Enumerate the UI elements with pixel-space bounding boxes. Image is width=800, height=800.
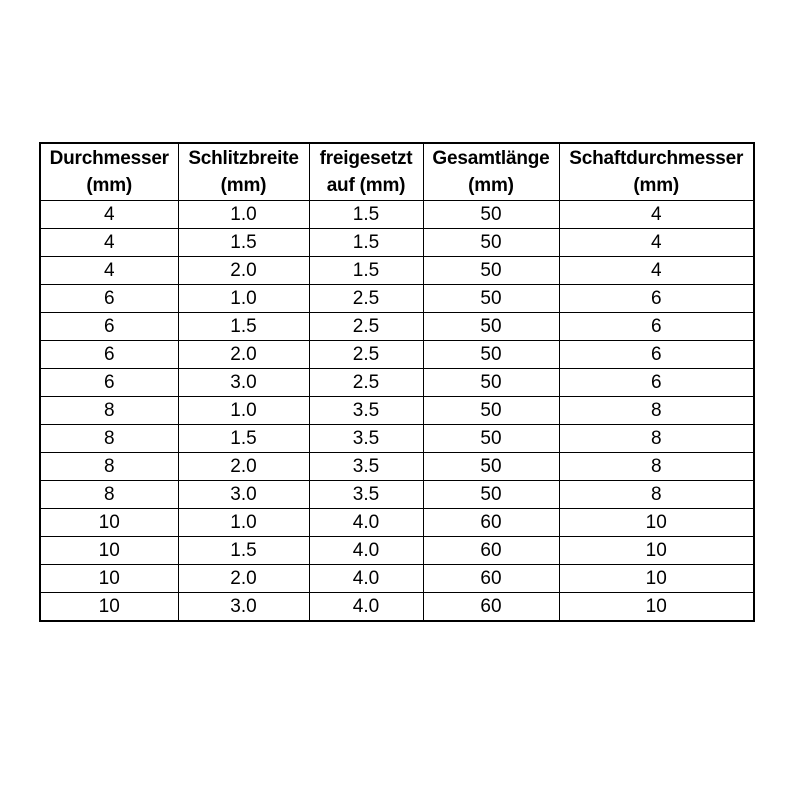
header-durchmesser (40, 143, 178, 201)
cell-schaftdurchmesser: 6 (559, 369, 754, 397)
column-header-line: (mm) (220, 175, 267, 196)
cell-schaftdurchmesser: 8 (559, 481, 754, 509)
table-row (40, 397, 754, 425)
cell-freigesetzt: 3.5 (309, 397, 423, 425)
cell-gesamtlaenge: 60 (423, 537, 559, 565)
table-row (40, 509, 754, 537)
cell-schaftdurchmesser: 6 (559, 313, 754, 341)
column-header-line: Gesamtlänge (432, 148, 550, 169)
cell-durchmesser: 4 (40, 229, 178, 257)
header-schaftdurchmesser (559, 143, 754, 201)
cell-gesamtlaenge: 50 (423, 285, 559, 313)
cell-freigesetzt: 3.5 (309, 481, 423, 509)
cell-schlitzbreite: 1.5 (178, 425, 309, 453)
cell-freigesetzt: 3.5 (309, 453, 423, 481)
cell-gesamtlaenge: 50 (423, 229, 559, 257)
cell-freigesetzt: 1.5 (309, 201, 423, 229)
table-header (40, 143, 754, 201)
cell-freigesetzt: 2.5 (309, 369, 423, 397)
cell-schlitzbreite: 1.5 (178, 313, 309, 341)
cell-durchmesser: 6 (40, 313, 178, 341)
cell-durchmesser: 8 (40, 481, 178, 509)
table-row (40, 257, 754, 285)
header-freigesetzt (309, 143, 423, 201)
cell-freigesetzt: 1.5 (309, 229, 423, 257)
table-row (40, 537, 754, 565)
column-header-line: Durchmesser (49, 148, 169, 169)
cell-durchmesser: 10 (40, 509, 178, 537)
cell-gesamtlaenge: 50 (423, 257, 559, 285)
header-gesamtlaenge (423, 143, 559, 201)
table-row (40, 285, 754, 313)
table-row (40, 201, 754, 229)
column-header-line: Schlitzbreite (188, 148, 299, 169)
column-header-line: (mm) (633, 175, 680, 196)
spec-table-container (39, 142, 753, 622)
cell-schaftdurchmesser: 10 (559, 509, 754, 537)
cell-schlitzbreite: 2.0 (178, 453, 309, 481)
cell-freigesetzt: 1.5 (309, 257, 423, 285)
cell-gesamtlaenge: 60 (423, 593, 559, 622)
table-row (40, 481, 754, 509)
cell-schlitzbreite: 1.0 (178, 509, 309, 537)
cell-schlitzbreite: 2.0 (178, 257, 309, 285)
cell-schaftdurchmesser: 6 (559, 341, 754, 369)
cell-schaftdurchmesser: 10 (559, 565, 754, 593)
cell-freigesetzt: 3.5 (309, 425, 423, 453)
cell-schlitzbreite: 1.0 (178, 397, 309, 425)
cell-gesamtlaenge: 60 (423, 509, 559, 537)
column-header-line: Schaftdurchmesser (569, 148, 744, 169)
cell-gesamtlaenge: 50 (423, 369, 559, 397)
cell-gesamtlaenge: 50 (423, 453, 559, 481)
cell-durchmesser: 8 (40, 397, 178, 425)
cell-gesamtlaenge: 50 (423, 397, 559, 425)
header-schlitzbreite (178, 143, 309, 201)
cell-gesamtlaenge: 50 (423, 425, 559, 453)
cell-durchmesser: 6 (40, 285, 178, 313)
cell-gesamtlaenge: 50 (423, 341, 559, 369)
cell-schaftdurchmesser: 10 (559, 537, 754, 565)
cell-schaftdurchmesser: 4 (559, 229, 754, 257)
header-row (40, 143, 754, 201)
cell-schlitzbreite: 2.0 (178, 565, 309, 593)
cell-schlitzbreite: 1.5 (178, 537, 309, 565)
cell-freigesetzt: 4.0 (309, 593, 423, 622)
cell-durchmesser: 8 (40, 453, 178, 481)
cell-durchmesser: 10 (40, 593, 178, 622)
column-header-line: freigesetzt (319, 148, 413, 169)
cell-schlitzbreite: 3.0 (178, 369, 309, 397)
cell-gesamtlaenge: 60 (423, 565, 559, 593)
cell-schaftdurchmesser: 6 (559, 285, 754, 313)
cell-durchmesser: 10 (40, 537, 178, 565)
cell-durchmesser: 8 (40, 425, 178, 453)
cell-durchmesser: 4 (40, 257, 178, 285)
cell-schlitzbreite: 3.0 (178, 481, 309, 509)
column-header-line: auf (mm) (326, 175, 406, 196)
cell-freigesetzt: 4.0 (309, 509, 423, 537)
cell-durchmesser: 6 (40, 341, 178, 369)
cell-freigesetzt: 4.0 (309, 537, 423, 565)
cell-schlitzbreite: 1.0 (178, 285, 309, 313)
table-row (40, 229, 754, 257)
cell-schlitzbreite: 1.5 (178, 229, 309, 257)
column-header-line: (mm) (468, 175, 514, 196)
cell-freigesetzt: 2.5 (309, 313, 423, 341)
cell-schlitzbreite: 2.0 (178, 341, 309, 369)
cell-schaftdurchmesser: 8 (559, 425, 754, 453)
cell-schaftdurchmesser: 10 (559, 593, 754, 622)
column-header-line: (mm) (86, 175, 133, 196)
cell-durchmesser: 4 (40, 201, 178, 229)
table-row (40, 593, 754, 622)
cell-freigesetzt: 4.0 (309, 565, 423, 593)
table-row (40, 565, 754, 593)
cell-gesamtlaenge: 50 (423, 313, 559, 341)
cell-schaftdurchmesser: 4 (559, 257, 754, 285)
cell-schlitzbreite: 3.0 (178, 593, 309, 622)
cell-gesamtlaenge: 50 (423, 481, 559, 509)
table-row (40, 425, 754, 453)
spec-table (39, 142, 755, 622)
table-body (40, 201, 754, 622)
cell-schaftdurchmesser: 8 (559, 453, 754, 481)
cell-schaftdurchmesser: 4 (559, 201, 754, 229)
cell-gesamtlaenge: 50 (423, 201, 559, 229)
cell-durchmesser: 6 (40, 369, 178, 397)
table-row (40, 313, 754, 341)
table-row (40, 369, 754, 397)
cell-durchmesser: 10 (40, 565, 178, 593)
cell-schaftdurchmesser: 8 (559, 397, 754, 425)
table-row (40, 453, 754, 481)
table-row (40, 341, 754, 369)
cell-freigesetzt: 2.5 (309, 341, 423, 369)
cell-schlitzbreite: 1.0 (178, 201, 309, 229)
cell-freigesetzt: 2.5 (309, 285, 423, 313)
